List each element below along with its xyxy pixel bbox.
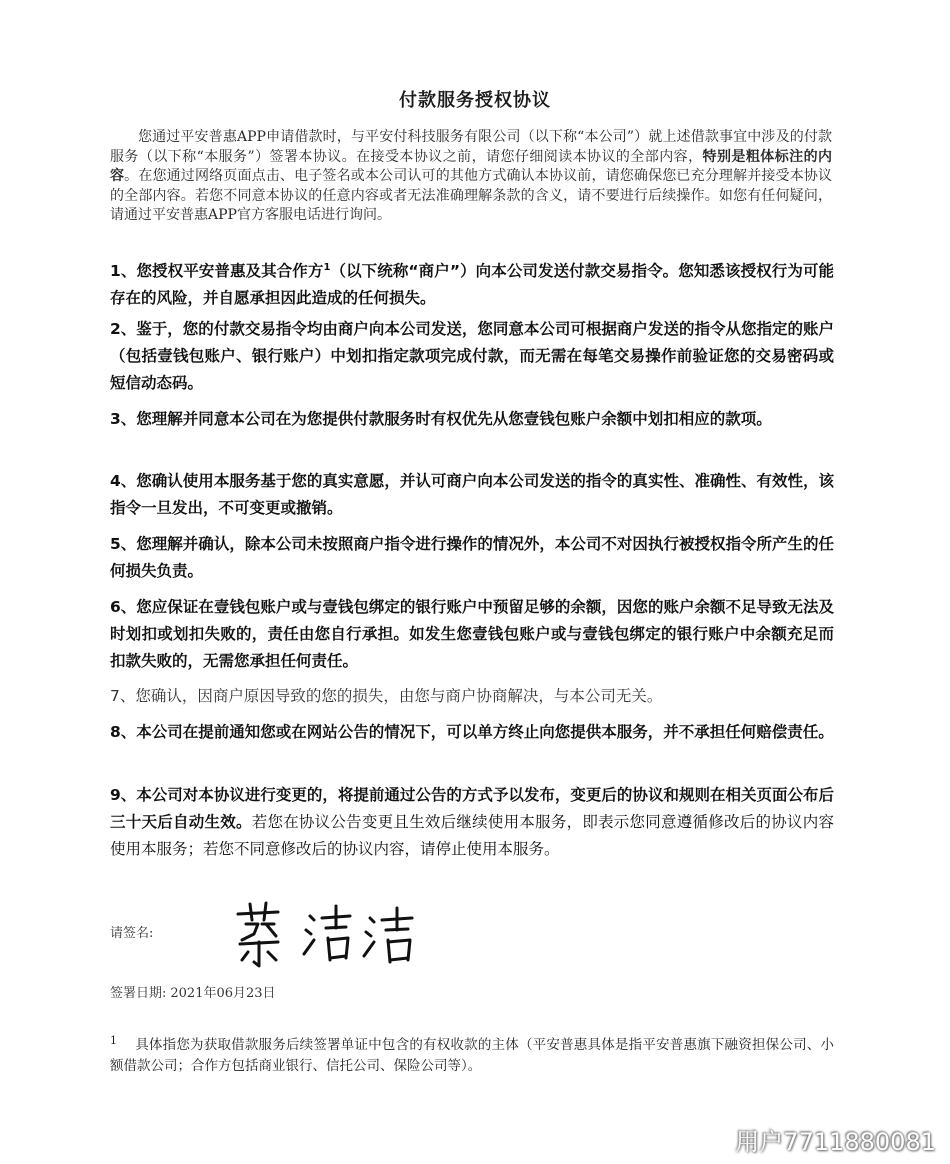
- handwritten-signature: [232, 900, 422, 970]
- clause-9: [110, 782, 834, 863]
- intro-part-1: 您通过平安普惠APP申请借款时，与平安付科技服务有限公司（以下称“本公司”）就上述借款事宜中涉及的付款服务（以下称“本服务”）签署本协议。在接受本协议之前，请您仔细阅读本协议的全部内容，: [110, 129, 832, 165]
- clause-1: [110, 254, 834, 312]
- intro-part-2: 。在您通过网络页面点击、电子签名或本公司认可的其他方式确认本协议前，请您确保您已充分理解并接受本协议的全部内容。若您不同意本协议的任意内容或者无法准确理解条款的含义，请不要进行后续操作。如您有任何疑问，请通过平安普惠APP官方客服电话进行询问。: [110, 168, 833, 223]
- clause-4: 4、您确认使用本服务基于您的真实意愿，并认可商户向本公司发送的指令的真实性、准确性、有效性，该指令一旦发出，不可变更或撤销。: [110, 472, 834, 517]
- clause-1-part-a: 1、您授权平安普惠及其合作方: [110, 262, 324, 280]
- signing-date-label: 签署日期:: [110, 986, 167, 1001]
- signature-label: 请签名:: [110, 926, 154, 941]
- signature-drawing: [232, 900, 422, 970]
- footnote-text: 具体指您为获取借款服务后续签署单证中包含的有权收款的主体（平安普惠具体是指平安普惠旗下融资担保公司、小额借款公司；合作方包括商业银行、信托公司、保险公司等）。: [110, 1037, 834, 1074]
- footnote: [110, 1030, 834, 1077]
- watermark-username: 用户7711880081: [735, 1127, 936, 1156]
- intro-paragraph: [110, 128, 832, 226]
- clause-5: 5、您理解并确认，除本公司未按照商户指令进行操作的情况外，本公司不对因执行被授权指令所产生的任何损失负责。: [110, 535, 834, 580]
- clause-2: 2、鉴于，您的付款交易指令均由商户向本公司发送，您同意本公司可根据商户发送的指令从您指定的账户（包括壹钱包账户、银行账户）中划扣指定款项完成付款，而无需在每笔交易操作前验证您的交易密码或短信动态码。: [110, 320, 834, 392]
- clause-8: 8、本公司在提前通知您或在网站公告的情况下，可以单方终止向您提供本服务，并不承担任何赔偿责任。: [110, 723, 834, 741]
- weibo-watermark: [699, 1124, 936, 1154]
- clause-6: 6、您应保证在壹钱包账户或与壹钱包绑定的银行账户中预留足够的余额，因您的账户余额不足导致无法及时划扣或划扣失败的，责任由您自行承担。如发生您壹钱包账户或与壹钱包绑定的银行账户中余额充足而扣款失败的，无需您承担任何责任。: [110, 598, 834, 670]
- intro-bold-phrase: 特别是粗体标注的内容: [110, 148, 833, 184]
- footnote-ref: 1: [323, 262, 331, 273]
- clause-1-part-b: （以下统称“商户”）向本公司发送付款交易指令。您知悉该授权行为可能存在的风险，并自愿承担因此造成的任何损失。: [110, 262, 834, 307]
- clause-9-bold: 9、本公司对本协议进行变更的，将提前通过公告的方式予以发布，变更后的协议和规则在相关页面公布后三十天后自动生效。: [110, 786, 834, 831]
- signing-date: [110, 982, 276, 1001]
- weibo-logo-icon: [699, 1126, 729, 1152]
- clause-9-normal: 若您在协议公告变更且生效后继续使用本服务，即表示您同意遵循修改后的协议内容使用本服务；若您不同意修改后的协议内容，请停止使用本服务。: [110, 813, 834, 858]
- footnote-marker: 1: [110, 1034, 117, 1047]
- signing-date-value: 2021年06月23日: [170, 986, 276, 1001]
- document-title: 付款服务授权协议: [399, 90, 551, 111]
- clause-3: 3、您理解并同意本公司在为您提供付款服务时有权优先从您壹钱包账户余额中划扣相应的款项。: [110, 410, 772, 428]
- clause-7: 7、您确认，因商户原因导致的您的损失，由您与商户协商解决，与本公司无关。: [110, 687, 663, 705]
